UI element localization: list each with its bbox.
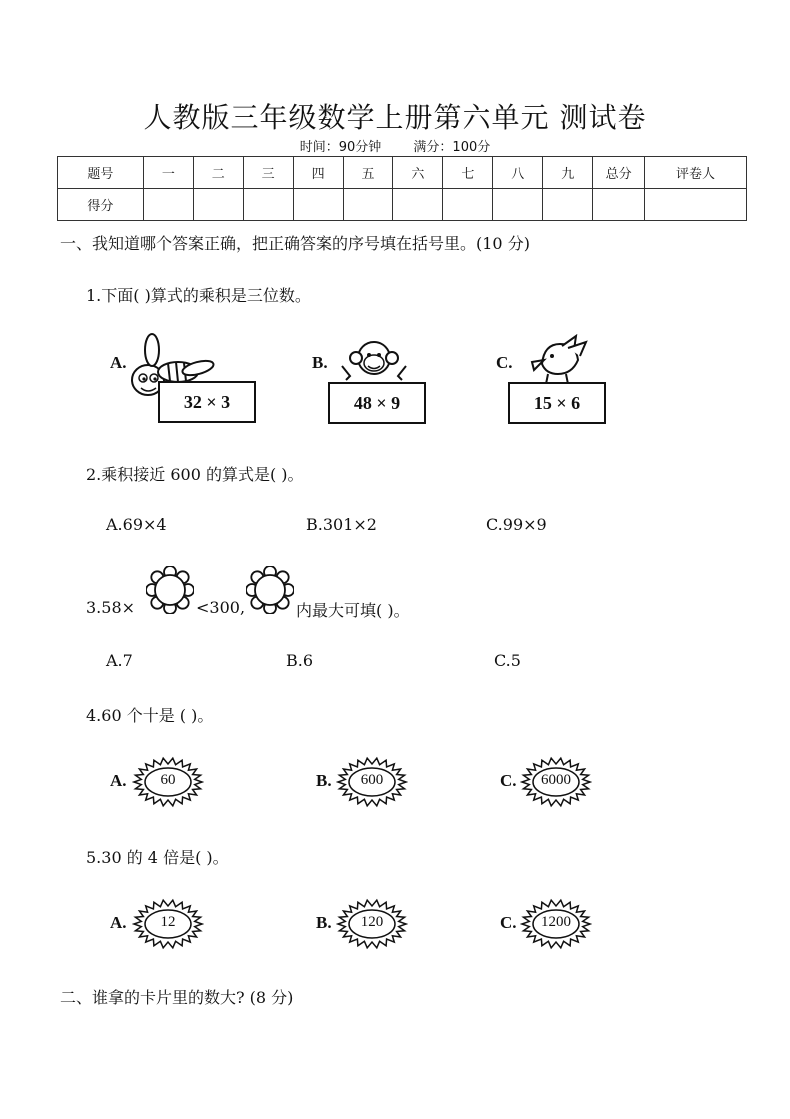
q1-option-b-card: 48 × 9 [328,382,426,424]
q5-option-b-letter: B. [316,913,332,932]
q3-option-b: B.6 [286,651,314,670]
question-3-middle: <300, [196,598,246,617]
question-3-prefix: 3.58× [86,598,136,617]
rabbit-icon [522,334,592,384]
q3-option-c: C.5 [494,651,521,670]
q5-option-c-letter: C. [500,913,517,932]
q5-option-b-badge [336,898,408,950]
score-table [57,156,747,221]
monkey-icon [336,336,412,384]
q5-option-c-value: 1200 [541,914,571,930]
q1-option-a-card: 32 × 3 [158,381,256,423]
q1-option-c-letter: C. [496,353,513,372]
section-1-heading: 一、我知道哪个答案正确，把正确答案的序号填在括号里。(10 分) [60,234,530,253]
flower-blank-icon [146,566,194,614]
q2-option-b: B.301×2 [306,515,377,534]
score-cell[interactable] [543,189,593,221]
table-cell: 一 [143,157,193,189]
score-table-score-row [58,189,747,221]
table-cell: 五 [343,157,393,189]
question-3-suffix: 内最大可填( )。 [296,601,410,620]
q4-option-b-badge [336,756,408,808]
q4-option-a-badge [132,756,204,808]
question-2: 2.乘积接近 600 的算式是( )。 [86,465,304,484]
q4-option-a-value: 60 [160,772,176,788]
table-cell: 评卷人 [645,157,747,189]
score-cell[interactable] [293,189,343,221]
q4-option-c-letter: C. [500,771,517,790]
q5-option-a-letter: A. [110,913,127,932]
score-cell[interactable] [393,189,443,221]
exam-full-score: 满分：100分 [413,140,491,155]
q1-option-a-letter: A. [110,353,127,372]
score-cell[interactable] [645,189,747,221]
table-cell: 八 [493,157,543,189]
table-cell: 三 [243,157,293,189]
table-cell: 六 [393,157,443,189]
exam-time: 时间：90分钟 [299,140,382,155]
score-cell[interactable] [343,189,393,221]
question-1: 1.下面( )算式的乘积是三位数。 [86,286,311,305]
q3-option-a: A.7 [106,651,133,670]
q5-option-a-badge [132,898,204,950]
table-cell: 九 [543,157,593,189]
flower-blank-icon [246,566,294,614]
table-cell: 总分 [593,157,645,189]
score-cell[interactable] [243,189,293,221]
score-cell[interactable] [593,189,645,221]
q4-option-c-value: 6000 [541,772,571,788]
table-cell: 七 [443,157,493,189]
score-table-header-row [58,157,747,189]
question-4: 4.60 个十是 ( )。 [86,706,214,725]
q2-option-c: C.99×9 [486,515,547,534]
q1-option-c-card: 15 × 6 [508,382,606,424]
q5-option-a-value: 12 [160,914,176,930]
q4-option-c-badge [520,756,592,808]
table-cell: 二 [193,157,243,189]
score-cell[interactable] [193,189,243,221]
q4-option-b-value: 600 [360,772,384,788]
question-5: 5.30 的 4 倍是( )。 [86,848,229,867]
q1-option-b-letter: B. [312,353,328,372]
q2-option-a: A.69×4 [106,515,167,534]
page-title: 人教版三年级数学上册第六单元 测试卷 [143,101,647,134]
q5-option-c-badge [520,898,592,950]
table-cell: 得分 [58,189,144,221]
q5-option-b-value: 120 [360,914,384,930]
table-cell: 题号 [58,157,144,189]
section-2-heading: 二、谁拿的卡片里的数大? (8 分) [60,988,294,1007]
q4-option-a-letter: A. [110,771,127,790]
score-cell[interactable] [443,189,493,221]
table-cell: 四 [293,157,343,189]
exam-info [0,136,790,155]
q4-option-b-letter: B. [316,771,332,790]
score-cell[interactable] [493,189,543,221]
score-cell[interactable] [143,189,193,221]
